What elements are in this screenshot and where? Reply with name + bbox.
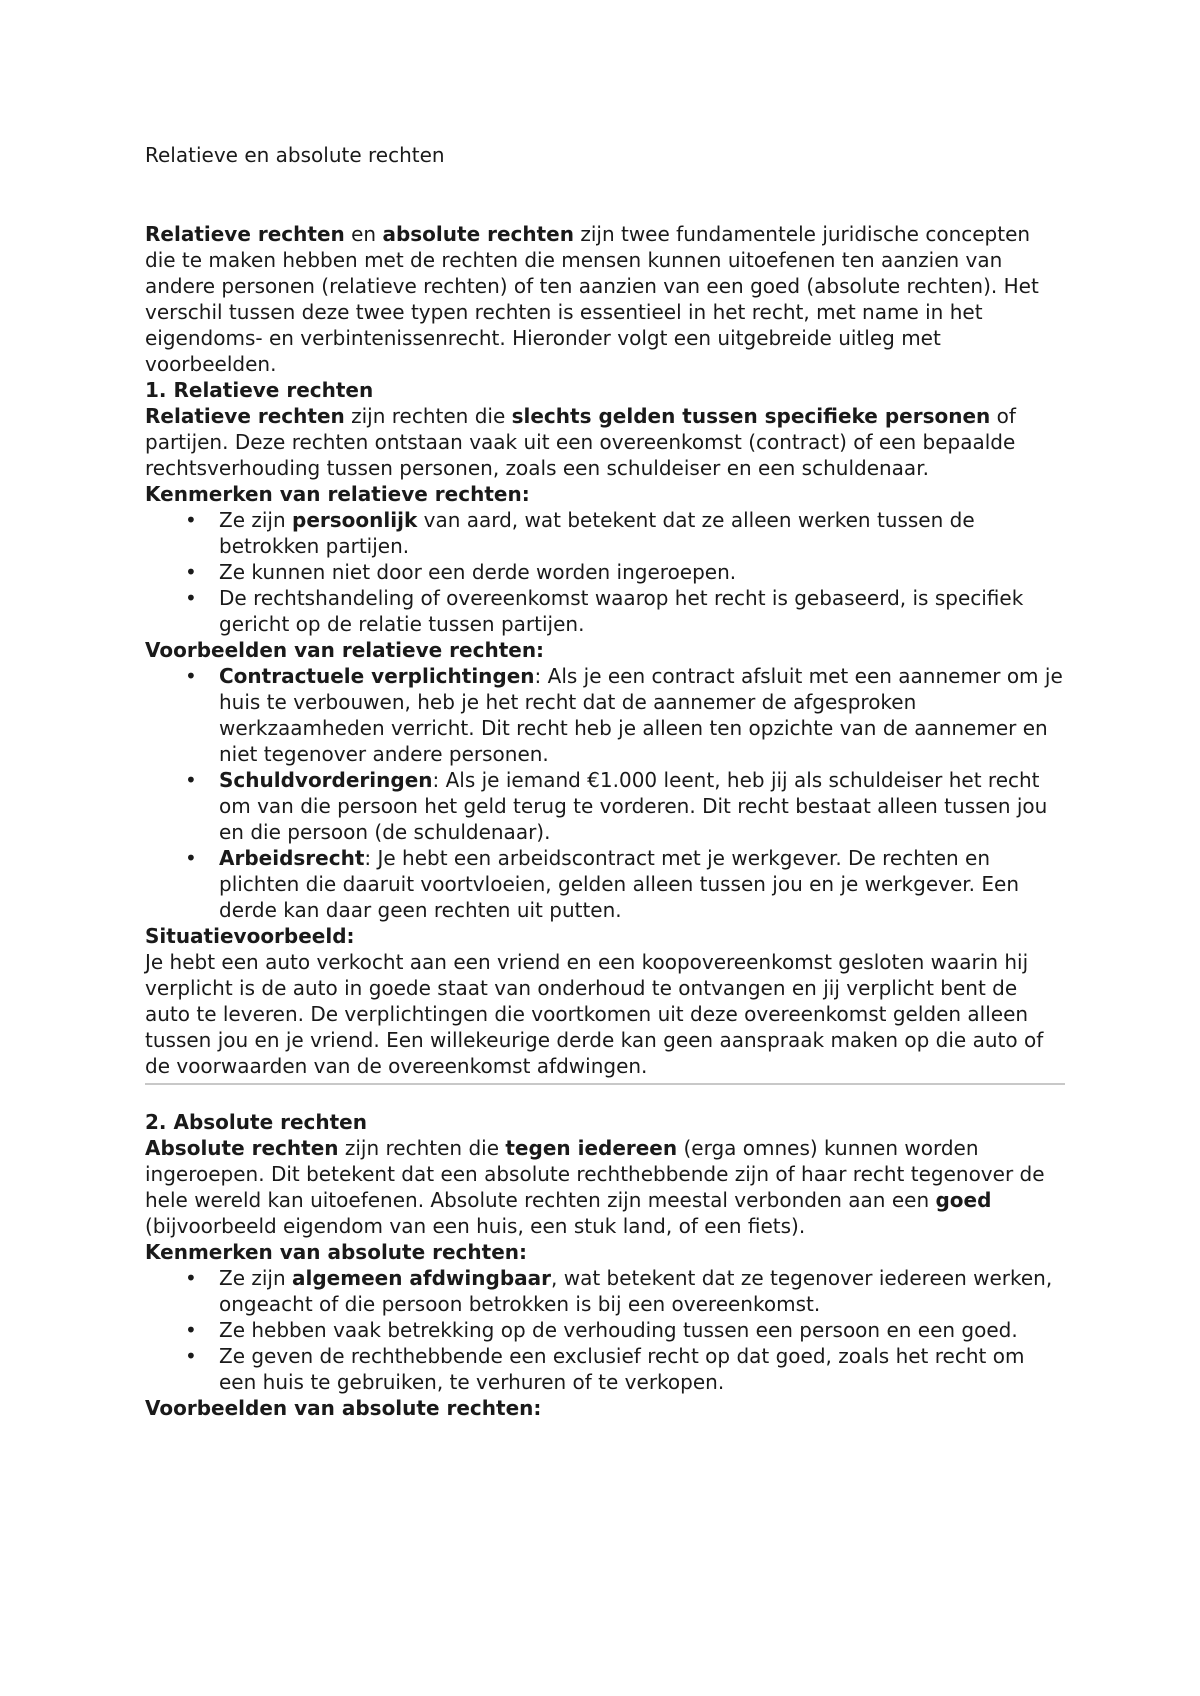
document-body — [145, 221, 1065, 1421]
list-item: • Contractuele verplichtingen: Als je een contract afsluit met een aannemer om je huis te verbouwen, heb je het recht dat de aannemer de afgesproken werkzaamheden verricht. Dit recht heb je alleen ten opzichte van de aannemer en niet tegenover andere personen. — [145, 663, 1065, 767]
list-item: • Ze geven de rechthebbende een exclusief recht op dat goed, zoals het recht om een huis te gebruiken, te verhuren of te verkopen. — [145, 1343, 1065, 1395]
absolute-definition: Absolute rechten zijn rechten die tegen iedereen (erga omnes) kunnen worden ingeroepen. Dit betekent dat een absolute rechthebbende zijn of haar recht tegenover de hele wereld kan uitoefenen. Absolute rechten zijn meestal verbonden aan een goed (bijvoorbeeld eigendom van een huis, een stuk land, of een fiets). — [145, 1136, 1045, 1238]
list-item: • Schuldvorderingen: Als je iemand €1.000 leent, heb jij als schuldeiser het recht om van die persoon het geld terug te vorderen. Dit recht bestaat alleen tussen jou en die persoon (de schuldenaar). — [145, 767, 1065, 845]
kenmerken-absolute-list — [145, 1265, 1065, 1395]
document-title: Relatieve en absolute rechten — [145, 143, 445, 167]
list-item: • Ze kunnen niet door een derde worden ingeroepen. — [145, 559, 1065, 585]
section-divider — [145, 1083, 1065, 1085]
intro-paragraph: Relatieve rechten en absolute rechten zijn twee fundamentele juridische concepten die te maken hebben met de rechten die mensen kunnen uitoefenen ten aanzien van andere personen (relatieve rechten) of ten aanzien van een goed (absolute rechten). Het verschil tussen deze twee typen rechten is essentieel in het recht, met name in het eigendoms- en verbintenissenrecht. Hieronder volgt een uitgebreide uitleg met voorbeelden. — [145, 222, 1039, 376]
list-item: • Ze hebben vaak betrekking op de verhouding tussen een persoon en een goed. — [145, 1317, 1065, 1343]
kenmerken-relatieve-list — [145, 507, 1065, 637]
voorbeelden-relatieve-heading: Voorbeelden van relatieve rechten: — [145, 638, 545, 662]
list-item: • Ze zijn algemeen afdwingbaar, wat betekent dat ze tegenover iedereen werken, ongeacht of die persoon betrokken is bij een overeenkomst. — [145, 1265, 1065, 1317]
relatieve-definition: Relatieve rechten zijn rechten die slechts gelden tussen specifieke personen of partijen. Deze rechten ontstaan vaak uit een overeenkomst (contract) of een bepaalde rechtsverhouding tussen personen, zoals een schuldeiser en een schuldenaar. — [145, 404, 1016, 480]
voorbeelden-absolute-heading: Voorbeelden van absolute rechten: — [145, 1396, 542, 1420]
voorbeelden-relatieve-list — [145, 663, 1065, 923]
kenmerken-absolute-heading: Kenmerken van absolute rechten: — [145, 1240, 528, 1264]
situatie-heading: Situatievoorbeeld: — [145, 924, 355, 948]
situatie-paragraph: Je hebt een auto verkocht aan een vriend en een koopovereenkomst gesloten waarin hij verplicht is de auto in goede staat van onderhoud te ontvangen en jij verplicht bent de auto te leveren. De verplichtingen die voortkomen uit deze overeenkomst gelden alleen tussen jou en je vriend. Een willekeurige derde kan geen aanspraak maken op die auto of de voorwaarden van de overeenkomst afdwingen. — [145, 950, 1044, 1078]
list-item: • De rechtshandeling of overeenkomst waarop het recht is gebaseerd, is specifiek gericht op de relatie tussen partijen. — [145, 585, 1065, 637]
section-heading-absolute: 2. Absolute rechten — [145, 1110, 367, 1134]
list-item: • Arbeidsrecht: Je hebt een arbeidscontract met je werkgever. De rechten en plichten die daaruit voortvloeien, gelden alleen tussen jou en je werkgever. Een derde kan daar geen rechten uit putten. — [145, 845, 1065, 923]
list-item: • Ze zijn persoonlijk van aard, wat betekent dat ze alleen werken tussen de betrokken partijen. — [145, 507, 1065, 559]
section-heading-relatieve: 1. Relatieve rechten — [145, 378, 374, 402]
kenmerken-relatieve-heading: Kenmerken van relatieve rechten: — [145, 482, 530, 506]
